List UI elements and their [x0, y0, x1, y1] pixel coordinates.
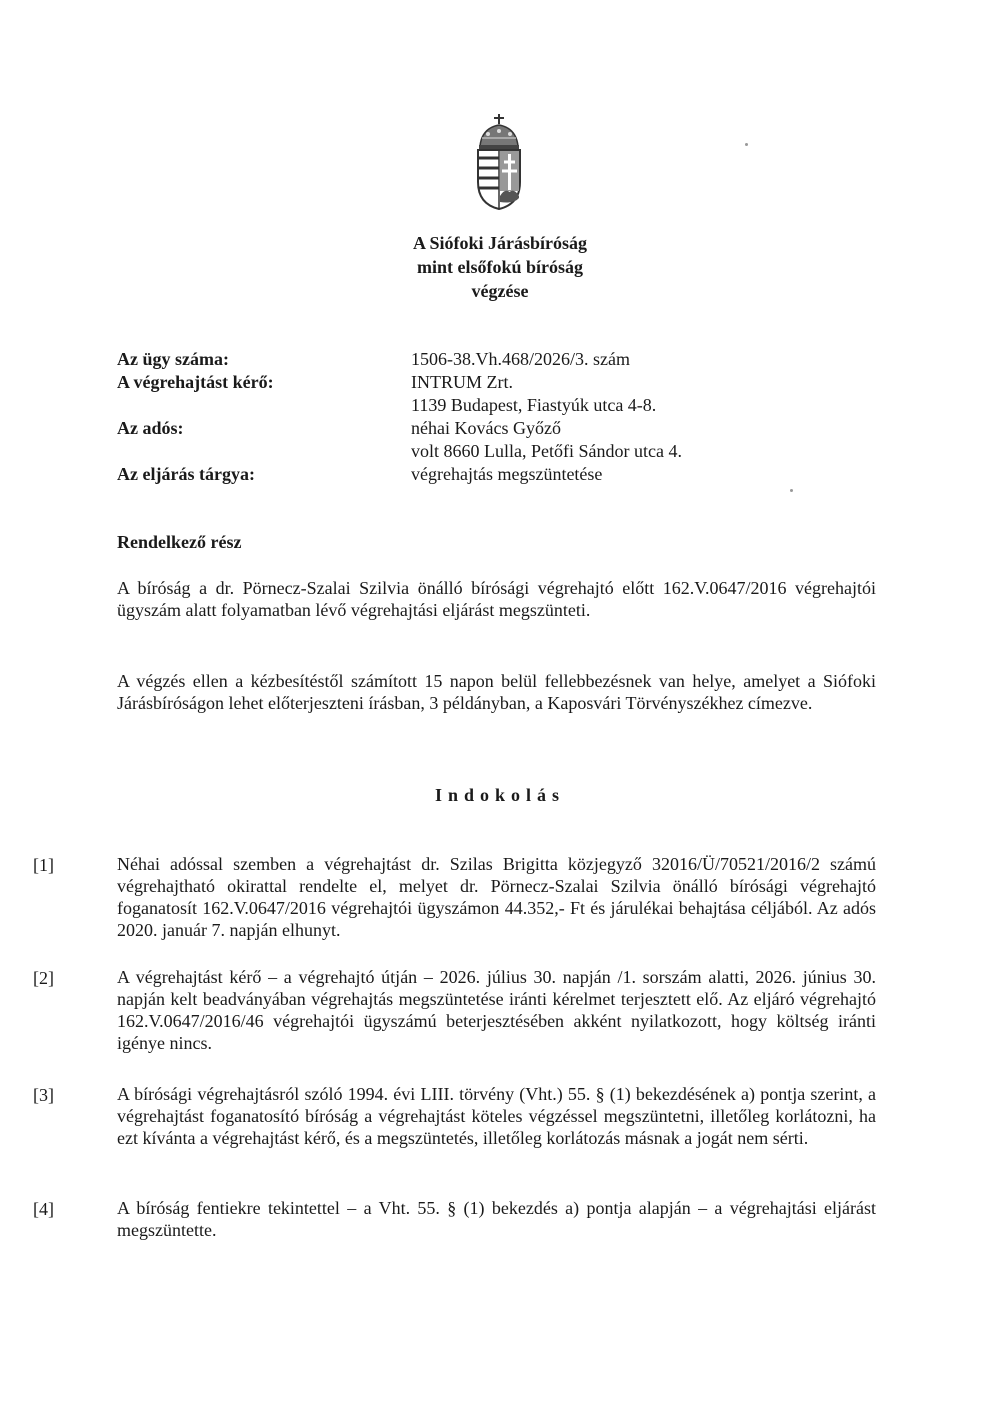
- paragraph-number-3: [3]: [33, 1085, 54, 1105]
- operative-paragraph-1: A bíróság a dr. Pörnecz-Szalai Szilvia önálló bírósági végrehajtó előtt 162.V.0647/2016 végrehajtói ügyszám alatt folyamatban lévő végrehajtási eljárást megszünteti.: [117, 578, 876, 620]
- coat-of-arms-emblem: [470, 112, 528, 212]
- debtor-name: néhai Kovács Győző: [411, 418, 561, 438]
- reasoning-paragraph-3: A bírósági végrehajtásról szóló 1994. évi LIII. törvény (Vht.) 55. § (1) bekezdésének a) pontja szerint, a végrehajtást foganatosító bíróság a végrehajtást köteles végzéssel megszüntetni, illetőleg korlátozni, ha ezt kívánta a végrehajtást kérő, és a megszüntetés, illetőleg korlátozás másnak a jogát nem sérti.: [117, 1084, 876, 1148]
- debtor-address: volt 8660 Lulla, Petőfi Sándor utca 4.: [411, 441, 682, 461]
- subject-label: Az eljárás tárgya:: [117, 464, 255, 484]
- case-info: [117, 348, 877, 486]
- decision-type: végzése: [471, 281, 529, 301]
- applicant-address: 1139 Budapest, Fiastyúk utca 4-8.: [411, 395, 657, 415]
- subject-value: végrehajtás megszüntetése: [411, 464, 603, 484]
- reasoning-paragraph-2: A végrehajtást kérő – a végrehajtó útján – 2026. július 30. napján /1. sorszám alatti, 2026. június 30. napján kelt beadványában végrehajtás megszüntetése iránti kérelmet terjesztett elő. Az eljáró végrehajtó 162.V.0647/2016/46 végrehajtói ügyszámú beterjesztésében akként nyilatkozott, hogy költség iránti igénye nincs.: [117, 967, 876, 1053]
- court-role: mint elsőfokú bíróság: [416, 257, 584, 277]
- operative-paragraph-2: A végzés ellen a kézbesítéstől számított 15 napon belül fellebbezésnek van helye, amelyet a Siófoki Járásbíróságon lehet előterjeszteni írásban, 3 példányban, a Kaposvári Törvényszékhez címezve.: [117, 671, 876, 713]
- reasoning-section-title: Indokolás: [434, 785, 566, 805]
- case-number-value: 1506-38.Vh.468/2026/3. szám: [411, 349, 630, 369]
- reasoning-paragraph-4: A bíróság fentiekre tekintettel – a Vht. 55. § (1) bekezdés a) pontja alapján – a végrehajtási eljárást megszüntette.: [117, 1198, 876, 1240]
- case-number-row: [117, 348, 877, 371]
- applicant-name: INTRUM Zrt.: [411, 372, 513, 392]
- applicant-address-row: [117, 394, 877, 417]
- scan-speck: [745, 143, 748, 146]
- paragraph-number-1: [1]: [33, 855, 54, 875]
- applicant-row: [117, 371, 877, 394]
- subject-row: [117, 463, 877, 486]
- scan-speck: [790, 489, 793, 492]
- applicant-label: A végrehajtást kérő:: [117, 372, 274, 392]
- court-name: A Siófoki Járásbíróság: [412, 233, 588, 253]
- case-number-label: Az ügy száma:: [117, 349, 229, 369]
- debtor-label: Az adós:: [117, 418, 184, 438]
- debtor-row: [117, 417, 877, 440]
- debtor-address-row: [117, 440, 877, 463]
- paragraph-number-4: [4]: [33, 1199, 54, 1219]
- reasoning-paragraph-1: Néhai adóssal szemben a végrehajtást dr. Szilas Brigitta közjegyző 32016/Ü/70521/2016/2 számú végrehajtható okirattal rendelte el, melyet dr. Pörnecz-Szalai Szilvia önálló bírósági végrehajtó foganatosít 162.V.0647/2016 végrehajtói ügyszámon 44.352,- Ft és járulékai behajtása céljából. Az adós 2020. január 7. napján elhunyt.: [117, 854, 876, 940]
- court-header: [300, 231, 700, 303]
- paragraph-number-2: [2]: [33, 968, 54, 988]
- operative-section-title: Rendelkező rész: [117, 532, 242, 552]
